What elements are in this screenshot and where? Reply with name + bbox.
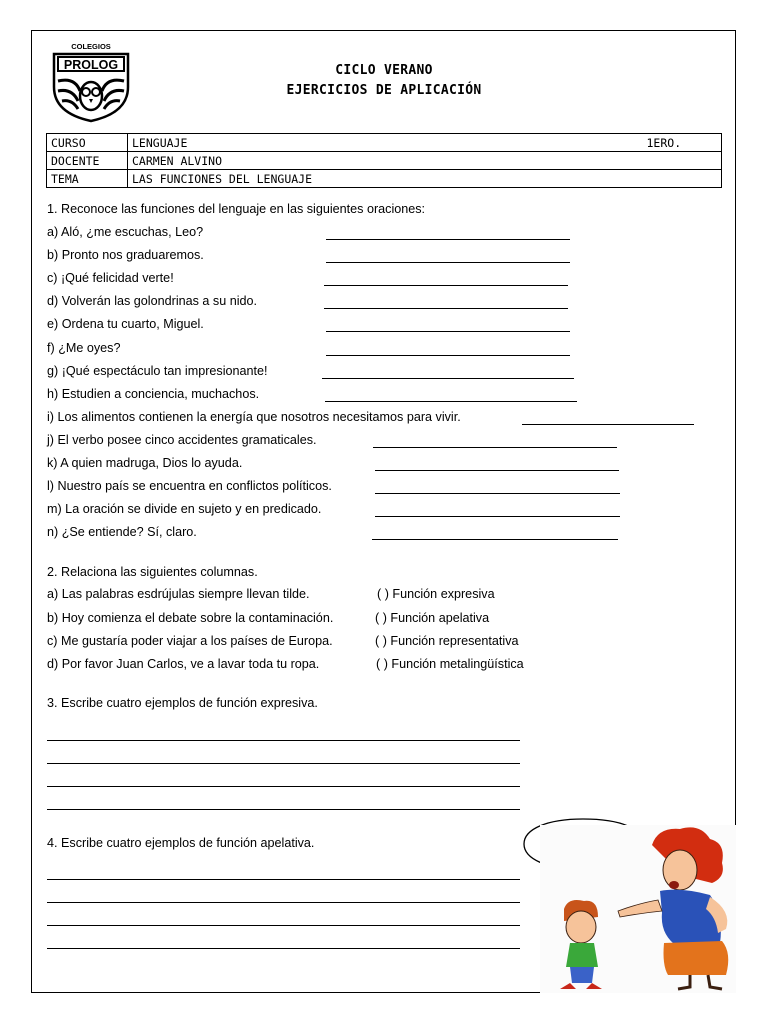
q2-left-item: a) Las palabras esdrújulas siempre llevan tilde. bbox=[47, 587, 310, 601]
writing-line[interactable] bbox=[47, 902, 520, 903]
answer-blank[interactable] bbox=[375, 516, 620, 517]
q2-title: 2. Relaciona las siguientes columnas. bbox=[47, 565, 258, 579]
q1-item: n) ¿Se entiende? Sí, claro. bbox=[47, 525, 197, 539]
answer-blank[interactable] bbox=[324, 308, 568, 309]
q1-item: f) ¿Me oyes? bbox=[47, 341, 121, 355]
q2-right-item[interactable]: ( ) Función representativa bbox=[375, 634, 519, 648]
q1-item: d) Volverán las golondrinas a su nido. bbox=[47, 294, 258, 308]
logo-top-text: COLEGIOS bbox=[71, 42, 111, 51]
q1-item: k) A quien madruga, Dios lo ayuda. bbox=[47, 456, 243, 470]
cartoon-illustration bbox=[540, 825, 736, 993]
answer-blank[interactable] bbox=[373, 447, 617, 448]
q1-item: c) ¡Qué felicidad verte! bbox=[47, 271, 174, 285]
info-value: LENGUAJE 1ERO. bbox=[128, 134, 722, 152]
info-label: DOCENTE bbox=[47, 152, 128, 170]
writing-line[interactable] bbox=[47, 879, 520, 880]
info-table bbox=[46, 133, 722, 188]
q1-item: m) La oración se divide en sujeto y en predicado. bbox=[47, 502, 322, 516]
info-value: CARMEN ALVINO bbox=[128, 152, 722, 170]
answer-blank[interactable] bbox=[326, 262, 570, 263]
answer-blank[interactable] bbox=[322, 378, 574, 379]
writing-line[interactable] bbox=[47, 925, 520, 926]
logo-name-text: PROLOG bbox=[63, 58, 119, 72]
q2-left-item: b) Hoy comienza el debate sobre la contaminación. bbox=[47, 611, 334, 625]
answer-blank[interactable] bbox=[375, 470, 619, 471]
writing-line[interactable] bbox=[47, 786, 520, 787]
info-extra: 1ERO. bbox=[646, 135, 682, 150]
q1-title: 1. Reconoce las funciones del lenguaje en las siguientes oraciones: bbox=[47, 202, 426, 216]
writing-line[interactable] bbox=[47, 948, 520, 949]
answer-blank[interactable] bbox=[522, 424, 694, 425]
writing-line[interactable] bbox=[47, 740, 520, 741]
q2-left-item: c) Me gustaría poder viajar a los países de Europa. bbox=[47, 634, 333, 648]
info-value: LAS FUNCIONES DEL LENGUAJE bbox=[128, 170, 722, 188]
info-row-tema bbox=[47, 170, 722, 188]
answer-blank[interactable] bbox=[325, 401, 577, 402]
school-logo bbox=[50, 41, 132, 123]
info-row-curso bbox=[47, 134, 722, 152]
q4-title: 4. Escribe cuatro ejemplos de función apelativa. bbox=[47, 836, 315, 850]
info-label: CURSO bbox=[47, 134, 128, 152]
q1-item: b) Pronto nos graduaremos. bbox=[47, 248, 204, 262]
answer-blank[interactable] bbox=[326, 355, 570, 356]
writing-line[interactable] bbox=[47, 809, 520, 810]
q1-item: i) Los alimentos contienen la energía que nosotros necesitamos para vivir. bbox=[47, 410, 461, 424]
q2-right-item[interactable]: ( ) Función expresiva bbox=[377, 587, 495, 601]
info-row-docente bbox=[47, 152, 722, 170]
answer-blank[interactable] bbox=[326, 331, 570, 332]
q1-item: j) El verbo posee cinco accidentes gramaticales. bbox=[47, 433, 317, 447]
q2-right-item[interactable]: ( ) Función apelativa bbox=[375, 611, 490, 625]
answer-blank[interactable] bbox=[372, 539, 618, 540]
title-line-2: EJERCICIOS DE APLICACIÓN bbox=[286, 83, 482, 98]
answer-blank[interactable] bbox=[326, 239, 570, 240]
q3-title: 3. Escribe cuatro ejemplos de función expresiva. bbox=[47, 696, 318, 710]
q1-item: a) Aló, ¿me escuchas, Leo? bbox=[47, 225, 204, 239]
title-line-1: CICLO VERANO bbox=[335, 63, 433, 78]
info-label: TEMA bbox=[47, 170, 128, 188]
q1-item: g) ¡Qué espectáculo tan impresionante! bbox=[47, 364, 268, 378]
q1-item: l) Nuestro país se encuentra en conflictos políticos. bbox=[47, 479, 332, 493]
writing-line[interactable] bbox=[47, 763, 520, 764]
q2-left-item: d) Por favor Juan Carlos, ve a lavar toda tu ropa. bbox=[47, 657, 320, 671]
q1-item: e) Ordena tu cuarto, Miguel. bbox=[47, 317, 204, 331]
q1-item: h) Estudien a conciencia, muchachos. bbox=[47, 387, 260, 401]
answer-blank[interactable] bbox=[375, 493, 620, 494]
answer-blank[interactable] bbox=[324, 285, 568, 286]
q2-right-item[interactable]: ( ) Función metalingüística bbox=[376, 657, 524, 671]
